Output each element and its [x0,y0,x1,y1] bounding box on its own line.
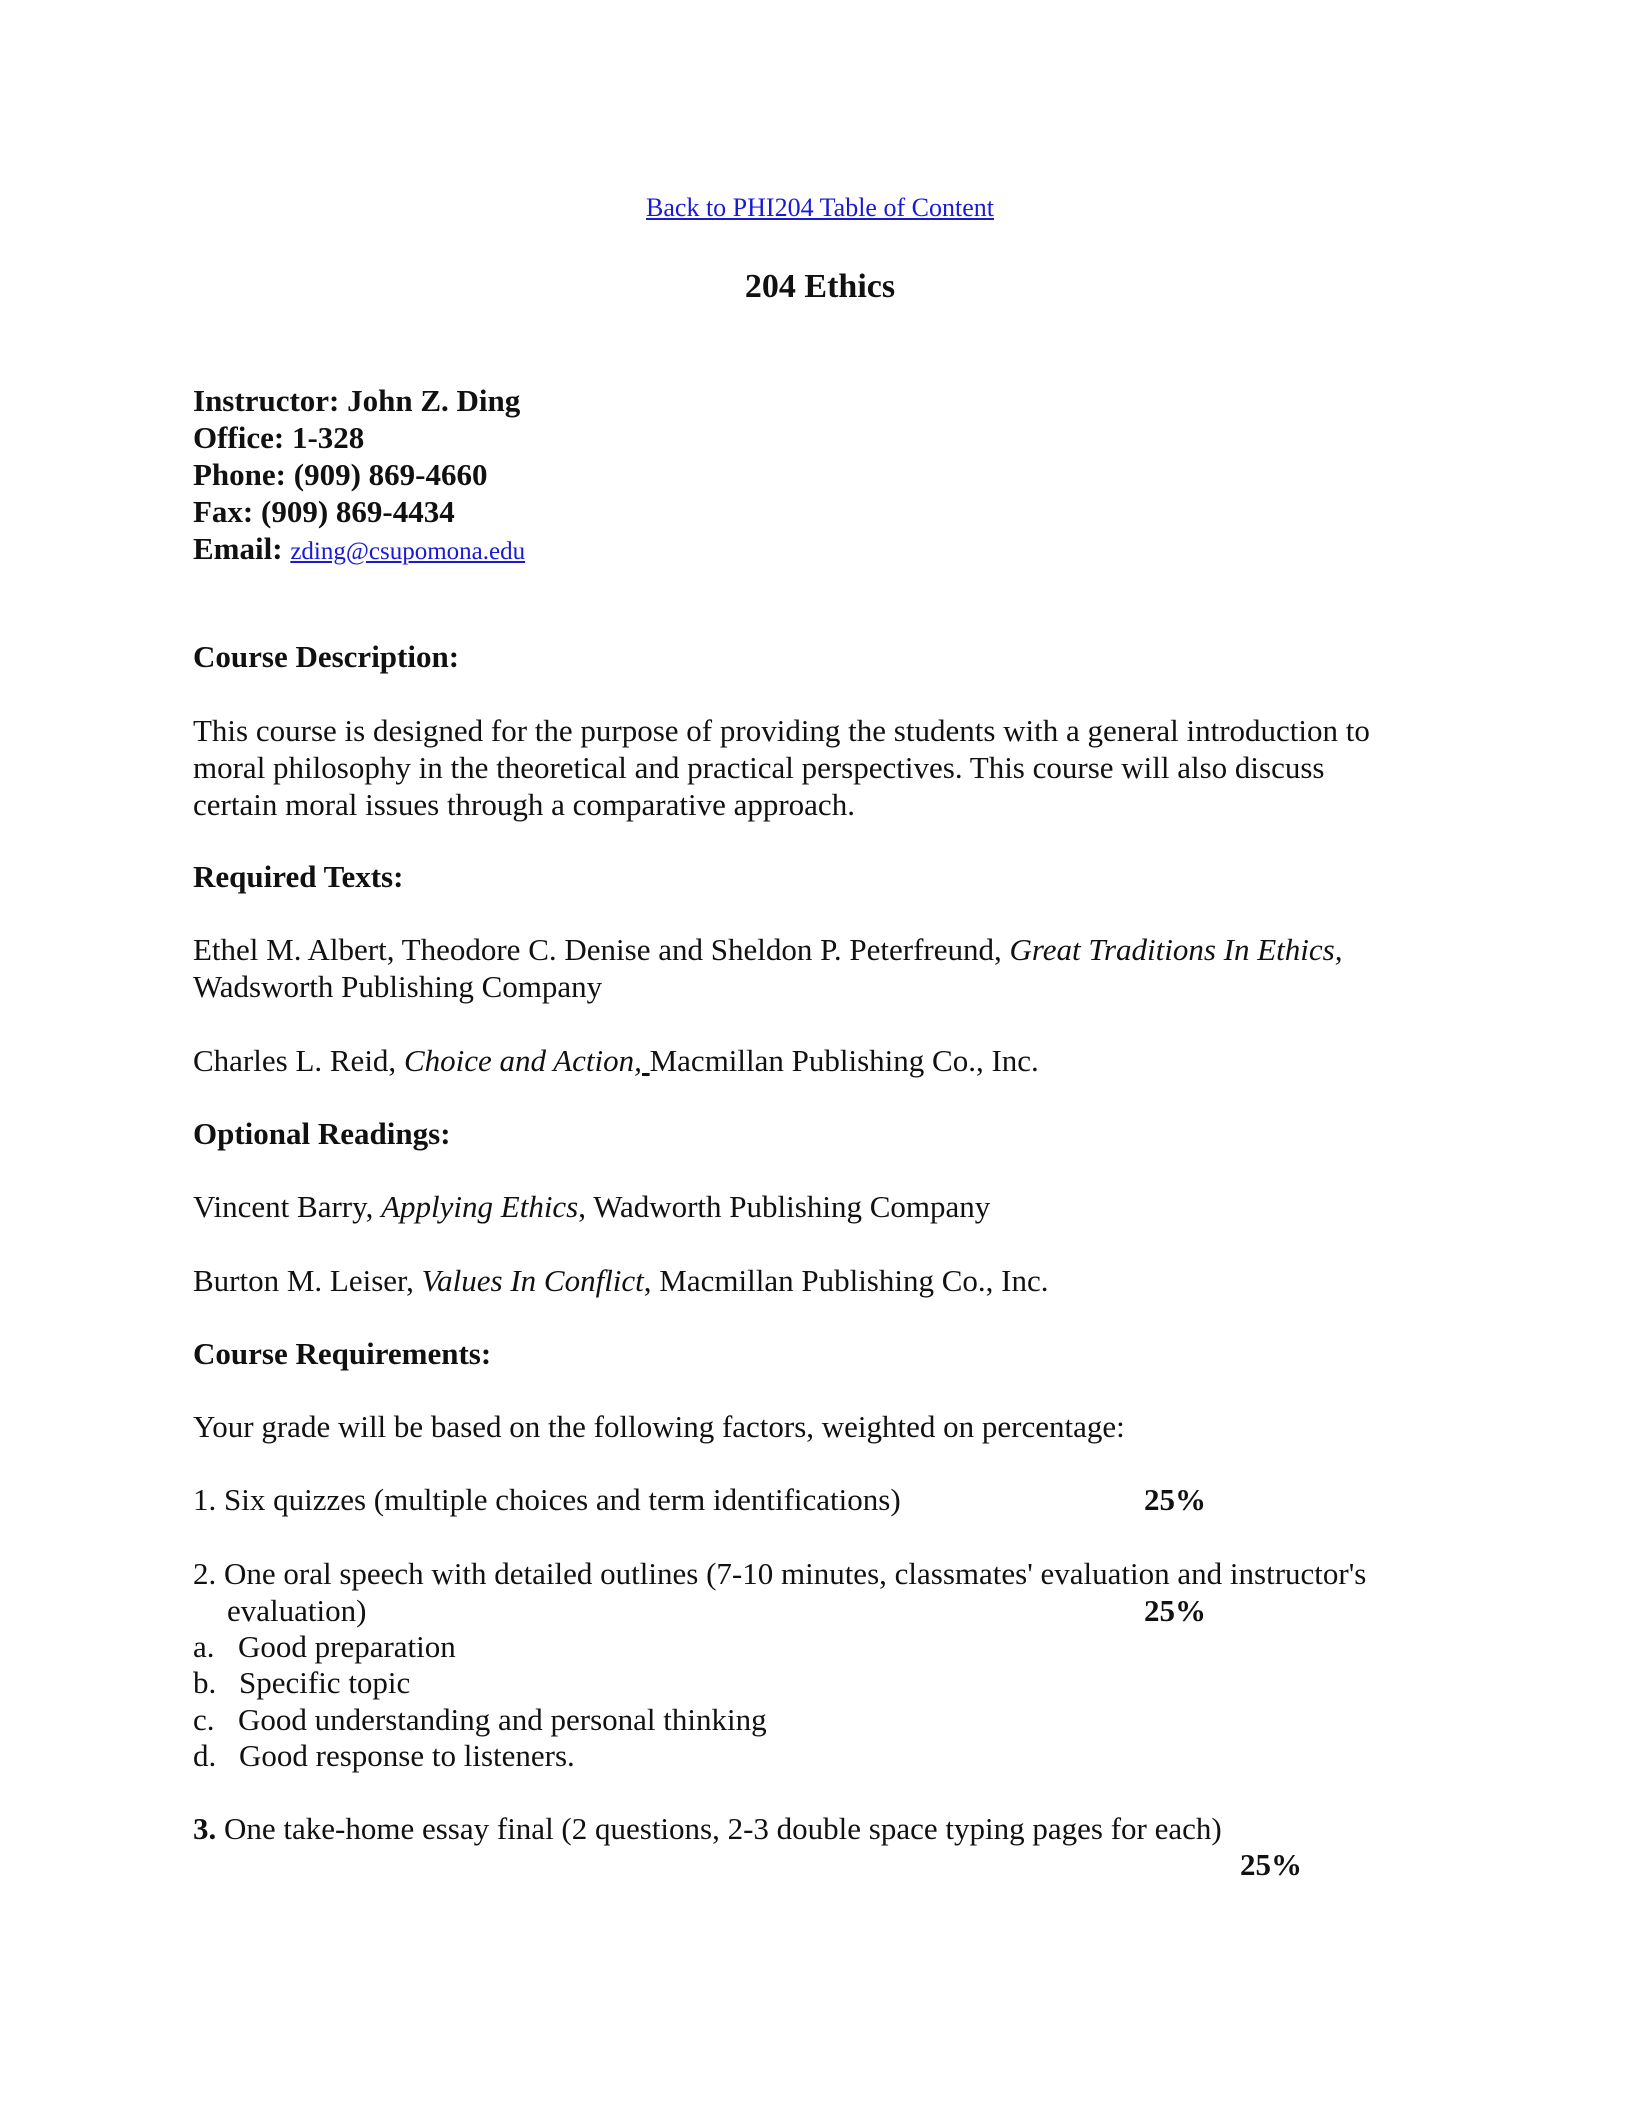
required-texts-heading: Required Texts: [193,859,404,894]
requirement-2-percent: 25% [1144,1593,1206,1628]
phone-label: Phone: [193,457,286,492]
fax-value: (909) 869-4434 [261,494,455,529]
office-row [193,419,525,456]
subitem-marker: d. [193,1738,217,1773]
course-description-line-2: moral philosophy in the theoretical and practical perspectives. This course will also discuss [193,750,1325,785]
phone-row [193,456,525,493]
requirement-3-number: 3. [193,1811,217,1846]
optional-reading-2-title: Values In Conflict [421,1263,644,1298]
optional-reading-2-authors: Burton M. Leiser, [193,1263,414,1298]
requirement-1-text: 1. Six quizzes (multiple choices and term identifications) [193,1482,901,1517]
subitem-text: Specific topic [239,1665,411,1700]
subitem-marker: a. [193,1629,215,1664]
course-requirements-heading: Course Requirements: [193,1336,492,1371]
optional-reading-1-authors: Vincent Barry, [193,1189,374,1224]
back-to-toc-link[interactable]: Back to PHI204 Table of Content [646,193,994,222]
comma-underlined: , [634,1043,650,1078]
fax-row [193,493,525,530]
subitem-text: Good response to listeners. [239,1738,575,1773]
requirement-2-subitem-c [193,1701,767,1738]
optional-reading-1-publisher: , Wadworth Publishing Company [578,1189,991,1224]
email-link[interactable]: zding@csupomona.edu [290,538,526,565]
subitem-text: Good understanding and personal thinking [238,1702,767,1737]
required-text-2-authors: Charles L. Reid, [193,1043,397,1078]
office-value: 1-328 [291,420,365,455]
comma: , [1334,932,1343,967]
subitem-marker: c. [193,1702,215,1737]
requirement-3-percent: 25% [1240,1847,1302,1882]
contact-block [193,382,525,567]
email-label: Email: [193,531,283,566]
instructor-row [193,382,525,419]
back-link-container [0,192,1640,224]
course-description-line-3: certain moral issues through a comparative approach. [193,787,855,822]
requirement-3-text [193,1810,1222,1847]
email-row [193,530,525,567]
optional-readings-heading: Optional Readings: [193,1116,451,1151]
subitem-text: Good preparation [238,1629,456,1664]
requirement-3-description: One take-home essay final (2 questions, 2-3 double space typing pages for each) [224,1811,1222,1846]
required-text-1-authors: Ethel M. Albert, Theodore C. Denise and Sheldon P. Peterfreund, [193,932,1002,967]
requirement-1-percent: 25% [1144,1482,1206,1517]
subitem-marker: b. [193,1665,217,1700]
requirements-intro: Your grade will be based on the following factors, weighted on percentage: [193,1409,1125,1444]
required-text-1-line-1 [193,931,1342,968]
required-text-1-title: Great Traditions In Ethics [1009,932,1335,967]
optional-reading-1-title: Applying Ethics [381,1189,579,1224]
course-description-line-1: This course is designed for the purpose of providing the students with a general introduction to [193,713,1370,748]
required-text-2 [193,1042,1039,1079]
instructor-name: John Z. Ding [347,383,521,418]
optional-reading-2 [193,1262,1049,1299]
page-title: 204 Ethics [744,268,896,305]
requirement-2-line-1: 2. One oral speech with detailed outlines (7-10 minutes, classmates' evaluation and instructor's [193,1556,1367,1591]
office-label: Office: [193,420,285,455]
instructor-label: Instructor: [193,383,340,418]
course-description-heading: Course Description: [193,639,460,674]
requirement-2-subitem-a [193,1628,456,1665]
optional-reading-2-publisher: , Macmillan Publishing Co., Inc. [643,1263,1049,1298]
phone-value: (909) 869-4660 [293,457,488,492]
required-text-2-publisher: Macmillan Publishing Co., Inc. [649,1043,1039,1078]
requirement-2-subitem-d [193,1737,575,1774]
fax-label: Fax: [193,494,254,529]
requirement-2-subitem-b [193,1664,410,1701]
optional-reading-1 [193,1188,990,1225]
requirement-2-line-2: evaluation) [227,1593,367,1628]
required-text-1-publisher: Wadsworth Publishing Company [193,969,603,1004]
required-text-2-title: Choice and Action [403,1043,635,1078]
